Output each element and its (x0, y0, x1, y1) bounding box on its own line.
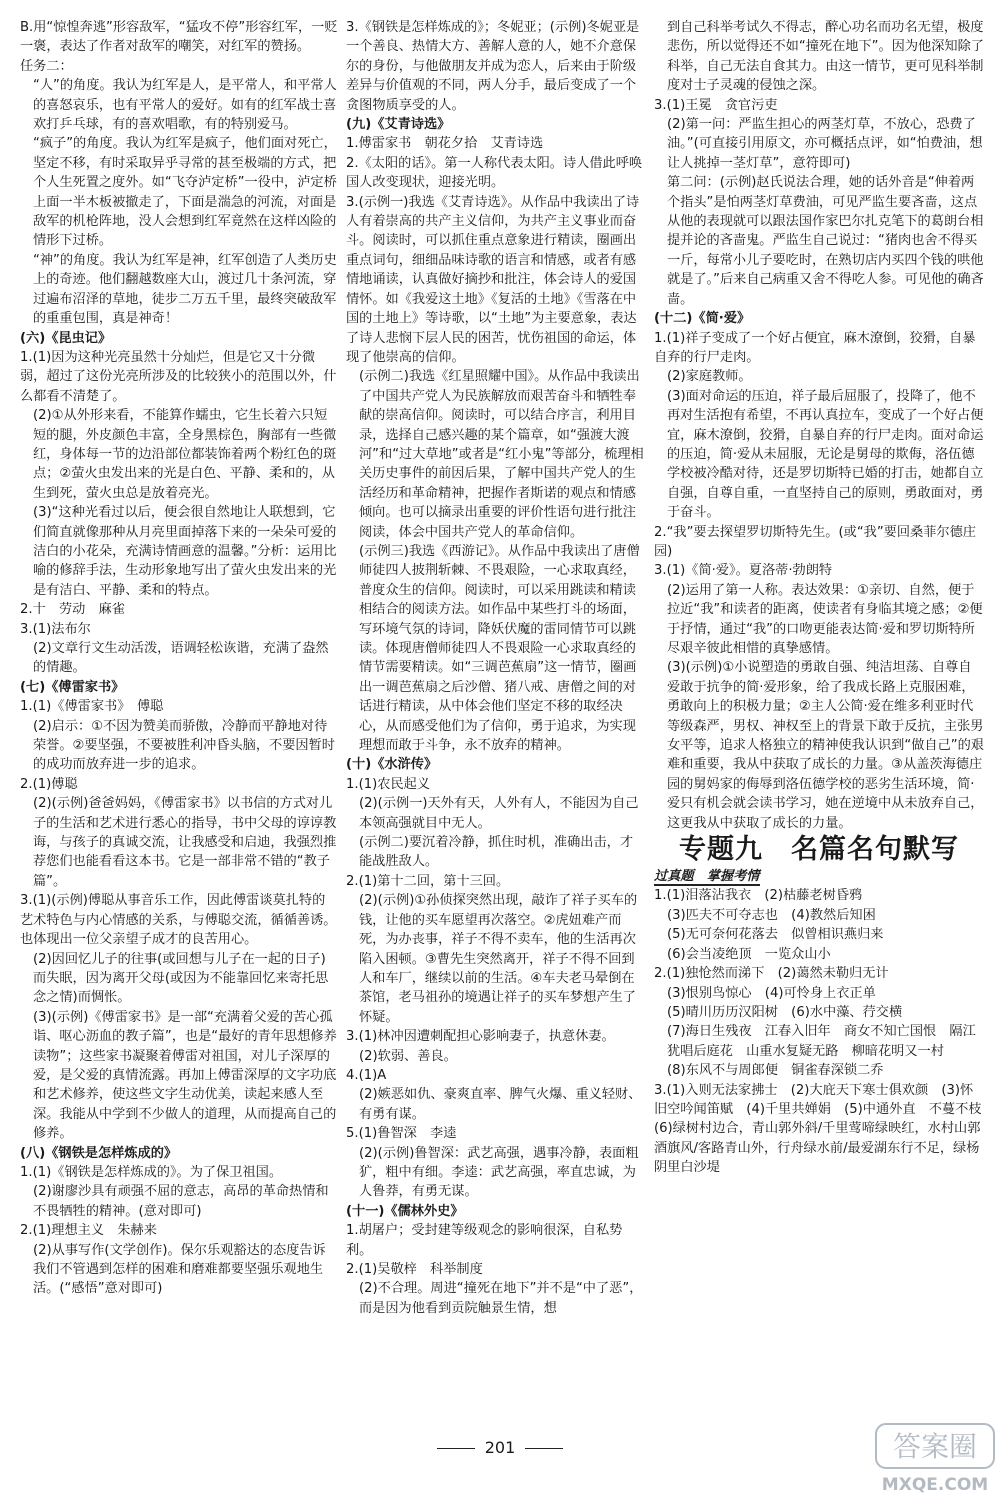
answer-paragraph: 任务二： (20, 58, 73, 74)
answer-paragraph: “人”的角度。我认为红军是人，是平常人，和平常人的喜怒哀乐，也有平常人的爱好。如有的红军战士喜欢打乒乓球，有的喜欢唱歌，有的特别爱马。 (33, 78, 337, 133)
section-heading: (十二)《简·爱》 (654, 311, 751, 327)
answer-paragraph: “神”的角度。我认为红军是神，红军创造了人类历史上的奇迹。他们翻越数座大山，渡过几十条河流，穿过遍布沼泽的草地，徒步二万五千里，最终突破敌军的重重包围，真是神奇！ (33, 252, 337, 327)
section-heading: (八)《钢铁是怎样炼成的》 (20, 1145, 178, 1161)
answer-paragraph: (2)(示例)①孙侦探突然出现，敲诈了祥子买车的钱，让他的买车愿望再次落空。②虎妞难产而死，为办丧事，祥子不得不卖车，他的生活再次陷入困顿。③曹先生突然离开，祥子不得不回到人和车厂，继续以前的生活。④车夫老马晕倒在茶馆，老马祖孙的境遇让祥子的买车梦想产生了怀疑。 (359, 893, 638, 1025)
section-heading: (六)《昆虫记》 (20, 330, 112, 346)
answer-paragraph: (6)会当凌绝顶 一览众山小 (667, 946, 831, 962)
answer-paragraph: 2.(1)傅聪 (20, 776, 78, 792)
answer-paragraph: 到自己科举考试久不得志，醉心功名而功名无望，极度悲伤，所以觉得还不如“撞死在地下”。因为他深知除了科举，自己无法自食其力。由这一情节，更可见科举制度对士子灵魂的侵蚀之深。 (667, 20, 984, 94)
answer-paragraph: 3.(1)《简·爱》。夏洛蒂·勃朗特 (654, 563, 833, 579)
answer-paragraph: (7)海日生残夜 江春入旧年 商女不知亡国恨 隔江犹唱后庭花 山重水复疑无路 柳暗花明又一村 (667, 1024, 976, 1059)
answer-paragraph: (3)面对命运的压迫，祥子最后屈服了，投降了，他不再对生活抱有希望，不再认真拉车，变成了一个好占便宜，麻木潦倒，狡猾，自暴自弃的行尸走肉。面对命运的压迫，简·爱从未屈服，无论是舅母的欺侮，洛伍德学校被冷酷对待，还是罗切斯特已婚的打击，她都自立自强，自尊自重，一直坚持自己的原则，勇敢面对，勇于奋斗。 (667, 388, 984, 521)
answer-paragraph: “疯子”的角度。我认为红军是疯子，他们面对死亡，坚定不移，有时采取异乎寻常的甚至极端的方式，把个人生死置之度外。如“飞夺泸定桥”一役中，泸定桥上面一半木板被撤走了，下面是湍急的河流，对面是敌军的机枪阵地，没人会想到红军竟然在这样凶险的情形下过桥。 (33, 136, 337, 249)
section-heading: (九)《艾青诗选》 (346, 117, 451, 133)
answer-paragraph: (2)①从外形来看，不能算作蠕虫，它生长着六只短短的腿，外皮颜色丰富，全身黑棕色，胸部有一些微红，身体每一节的边沿部位都装饰着两个粉红色的斑点；②萤火虫发出来的光是白色、平静、柔和的，从生到死，萤火虫总是放着亮光。 (33, 408, 337, 501)
page-number (0, 1438, 1000, 1457)
answer-paragraph: (2)第一问：严监生担心的两茎灯草，不放心，恐费了油。”(可直接引用原文，亦可概括点评，如“怕费油，想让人挑掉一茎灯草”，意符即可) (667, 117, 983, 171)
answer-paragraph: 4.(1)A (346, 1067, 387, 1083)
answer-paragraph: B.用“惊惶奔逃”形容敌军，“猛攻不停”形容红军，一贬一褒，表达了作者对敌军的嘲笑，对红军的赞扬。 (20, 20, 338, 55)
answer-paragraph: 3.《钢铁是怎样炼成的》；冬妮亚；(示例)冬妮亚是一个善良、热情大方、善解人意的人，她不介意保尔的身份，与他做朋友并成为恋人，后来由于阶级差异与价值观的不同，两人分手，最后变成了一个贪图物质享受的人。 (346, 20, 640, 113)
section-heading: (七)《傅雷家书》 (20, 679, 125, 695)
answer-paragraph: (2)文章行文生动活泼，语调轻松诙谐，充满了盎然的情趣。 (33, 641, 329, 676)
answer-paragraph: 3.(1)法布尔 (20, 621, 91, 637)
answer-paragraph: 1.(1)《傅雷家书》 傅聪 (20, 699, 164, 715)
column-middle (346, 18, 646, 1318)
answer-paragraph: 3.(示例一)我选《艾青诗选》。从作品中我读出了诗人有着崇高的共产主义信仰，为共产主义事业而奋斗。阅读时，可以抓住重点意象进行精读，圈画出重点词句，细细品味诗歌的语言和情感，或者有感情地诵读，认真做好摘抄和批注，体会诗人的爱国情怀。如《我爱这土地》《复活的土地》《雪落在中国的土地上》等诗歌，以“土地”为主要意象，表达了诗人悲悯下层人民的困苦，忧伤祖国的命运，体现了他崇高的信仰。 (346, 194, 640, 365)
answer-paragraph: (8)东风不与周郎便 铜雀春深锁二乔 (667, 1063, 884, 1079)
answer-paragraph: (2)从事写作(文学创作)。保尔乐观豁达的态度告诉我们不管遇到怎样的困难和磨难都要坚强乐观地生活。(“感悟”意对即可) (33, 1242, 326, 1297)
answer-paragraph: (3)“这种光看过以后，便会很自然地让人联想到，它们简直就像那种从月亮里面掉落下来的一朵朵可爱的洁白的小花朵，充满诗情画意的温馨。”分析：运用比喻的修辞手法，生动形象地写出了萤火虫发出来的光是有洁白、平静、柔和的特点。 (33, 505, 337, 598)
page-number-dash-right (525, 1448, 563, 1449)
section-heading: (十)《水浒传》 (346, 757, 438, 773)
answer-paragraph: (3)(示例)①小说塑造的勇敢自强、纯洁坦荡、自尊自爱敢于抗争的简·爱形象，给了我成长路上克服困难，勇敢向上的积极力量；②主人公简·爱在维多利亚时代等级森严，男权、神权至上的背景下敢于反抗，主张男女平等，追求人格独立的精神使我认识到“做自己”的艰难和重要，我从中获取了成长的力量。③从盖茨海德庄园的舅妈家的侮辱到洛伍德学校的恶劣生活环境，简·爱只有机会就会读书学习，她在逆境中从未放弃自己，这更我从中获取了成长的力量。 (667, 660, 984, 831)
answer-paragraph: 1.傅雷家书 朝花夕拾 艾青诗选 (346, 136, 544, 152)
answer-paragraph: 2.(1)吴敬梓 科举制度 (346, 1262, 483, 1277)
answer-paragraph: 5.(1)鲁智深 李逵 (346, 1126, 457, 1142)
subheading-text: 过真题 掌握考情 (654, 869, 760, 885)
answer-paragraph: 1.(1)祥子变成了一个好占便宜，麻木潦倒，狡猾，自暴自弃的行尸走肉。 (654, 330, 976, 365)
column-right (654, 18, 995, 1178)
answer-paragraph: (2)启示：①不因为赞美而骄傲，冷静而平静地对待荣誉。②要坚强，不要被胜利冲昏头脑，不要因暂时的成功而放弃进一步的追求。 (33, 718, 335, 773)
answer-paragraph: 1.(1)《钢铁是怎样炼成的》。为了保卫祖国。 (20, 1164, 283, 1180)
answer-paragraph: (2)不合理。周进“撞死在地下”并不是“中了恶”，而是因为他看到贡院触景生情，想 (359, 1281, 643, 1316)
answer-paragraph: 2.十 劳动 麻雀 (20, 602, 125, 618)
answer-paragraph: 3.(1)王冕 贪官污吏 (654, 97, 778, 113)
answer-paragraph: 1.(1)泪落沾我衣 (2)枯藤老树昏鸦 (654, 888, 863, 904)
answer-paragraph: 2.(1)独怆然而涕下 (2)蔼然未勒归无计 (654, 966, 889, 982)
answer-paragraph: 3.(1)(示例)傅聪从事音乐工作，因此傅雷谈莫扎特的艺术特色与内心情感的关系，与傅聪交流，循循善诱。也体现出一位父亲望子成才的良苦用心。 (20, 893, 337, 948)
column-left (20, 18, 338, 1299)
answer-paragraph: (2)(示例一)天外有天，人外有人，不能因为自己本领高强就目中无人。 (359, 796, 639, 831)
answer-paragraph: 1.(1)农民起义 (346, 776, 431, 792)
answer-paragraph: 2.《太阳的话》。第一人称代表太阳。诗人借此呼唤国人改变现状，迎接光明。 (346, 155, 643, 191)
answer-paragraph: (5)无可奈何花落去 似曾相识燕归来 (667, 927, 884, 943)
answer-paragraph: (3)恨别鸟惊心 (4)可怜身上衣正单 (667, 985, 876, 1001)
watermark-title: 答案圈 (892, 1430, 978, 1463)
answer-paragraph: 1.胡屠户；受封建等级观念的影响很深，自私势利。 (346, 1223, 623, 1258)
answer-paragraph: (5)晴川历历汉阳树 (6)水中藻、荇交横 (667, 1004, 903, 1020)
answer-paragraph: 3.(1)林冲因遭刺配担心影响妻子，执意休妻。 (346, 1029, 615, 1045)
watermark-logo (870, 1420, 1000, 1499)
page-number-dash-left (437, 1448, 475, 1449)
answer-paragraph: (2)(示例)爸爸妈妈，《傅雷家书》以书信的方式对儿子的生活和艺术进行悉心的指导，书中父母的谆谆教诲，与孩子的真诚交流，让我感受和启迪，我强烈推荐您们也能看看这本书。它是一部非常不错的“教子篇”。 (33, 796, 337, 889)
answer-paragraph: (3)(示例)《傅雷家书》是一部“充满着父爱的苦心孤诣、呕心沥血的教子篇”，也是“最好的青年思想修养读物”；这些家书凝聚着傅雷对祖国，对儿子深厚的爱，是父爱的真情流露。再加上傅雷深厚的文字功底和艺术修养，使这些文字生动优美，读起来感人至深。我能从中学到不少做人的道理，从而提高自己的修养。 (33, 1009, 337, 1142)
answer-paragraph: (3)匹夫不可夺志也 (4)教然后知困 (667, 907, 876, 923)
subheading (654, 867, 984, 886)
answer-paragraph: (示例二)要沉着冷静，抓住时机，准确出击，才能战胜敌人。 (359, 835, 634, 870)
answer-paragraph: 3.(1)入则无法家拂士 (2)大庇天下寒士俱欢颜 (3)怀旧空吟闻笛赋 (4)千里共婵娟 (5)中通外直 不蔓不枝 (6)绿树村边合，青山郭外斜/千里莺啼绿映红，水村山郭酒旗风/客路青山外，行舟绿水前/最爱湖东行不足，绿杨阴里白沙堤 (654, 1082, 995, 1176)
answer-paragraph: 2.“我”要去探望罗切斯特先生。(或“我”要回桑菲尔德庄园) (654, 524, 976, 559)
answer-paragraph: (2)运用了第一人称。表达效果：①亲切、自然，便于拉近“我”和读者的距离，使读者有身临其境之感；②便于抒情，通过“我”的口吻更能表达简·爱和罗切斯特所尽艰辛彼此相惜的真挚感情。 (667, 582, 983, 656)
watermark-url: MXQE.COM (881, 1475, 989, 1495)
section-heading: (十一)《儒林外史》 (346, 1203, 464, 1219)
page-number-value: 201 (484, 1438, 516, 1457)
answer-paragraph: 1.(1)因为这种光亮虽然十分灿烂，但是它又十分微弱，超过了这份光亮所涉及的比较狭小的范围以外，什么都看不清楚了。 (20, 349, 337, 404)
topic-heading: 专题九 名篇名句默写 (679, 834, 959, 866)
answer-paragraph: (2)家庭教师。 (667, 369, 752, 385)
answer-paragraph: 2.(1)理想主义 朱赫来 (20, 1223, 157, 1239)
answer-paragraph: (2)谢廖沙具有顽强不屈的意志，高昂的革命热情和不畏牺牲的精神。(意对即可) (33, 1184, 329, 1219)
answer-paragraph: (示例三)我选《西游记》。从作品中我读出了唐僧师徒四人披荆斩棘、不畏艰险，一心求取真经，普度众生的信仰。阅读时，可以采用跳读和精读相结合的阅读方法。如作品中某些打斗的场面，写环境气氛的诗词，降妖伏魔的雷同情节可以跳读。体现唐僧师徒四人不畏艰险一心求取真经的情节需要精读。如“三调芭蕉扇”这一情节，圈画出一调芭蕉扇之后沙僧、猪八戒、唐僧之间的对话进行精读，从中体会他们坚定不移的取经决心，从而感受他们为了信仰，勇于追求，为实现理想而敢于斗争，永不放弃的精神。 (359, 543, 640, 754)
answer-paragraph: 2.(1)第十二回，第十三回。 (346, 873, 510, 889)
answer-paragraph: (2)因回忆儿子的往事(或回想与儿子在一起的日子)而失眠，因为离开父母(或因为不能靠回忆来寄托思念之情)而惆怅。 (33, 951, 329, 1006)
answer-paragraph: (2)(示例)鲁智深：武艺高强，遇事冷静，表面粗犷，粗中有细。李逵：武艺高强，率直忠诚，为人鲁莽，有勇无谋。 (359, 1145, 639, 1200)
answer-paragraph: (2)软弱、善良。 (359, 1048, 457, 1064)
answer-paragraph: (示例二)我选《红星照耀中国》。从作品中我读出了中国共产党人为民族解放而艰苦奋斗和牺牲奉献的崇高信仰。阅读时，可以结合序言，利用目录，选择自己感兴趣的某个篇章，如“强渡大渡河”和“过大草地”或者是“红小鬼”等部分，梳理相关历史事件的前因后果，了解中国共产党人的生活经历和革命精神，把握作者斯诺的观点和情感倾向。也可以摘录出重要的评价性语句进行批注阅读，体会中国共产党人的革命信仰。 (359, 369, 644, 540)
answer-paragraph: (2)嫉恶如仇、豪爽直率、脾气火爆、重义轻财、有勇有谋。 (359, 1087, 642, 1122)
answer-paragraph: 第二问：(示例)赵氏说法合理，她的话外音是“伸着两个指头”是怕两茎灯草费油，可见严监生要吝啬，这点从他的表现就可以跟法国作家巴尔扎克笔下的葛朗台相提并论的吝啬鬼。严监生自己说过：“猪肉也舍不得买一斤，每常小儿子要吃时，在熟切店内买四个钱的哄他就是了。”后来自己病重又舍不得吃人参。可见他的确吝啬。 (667, 175, 984, 307)
